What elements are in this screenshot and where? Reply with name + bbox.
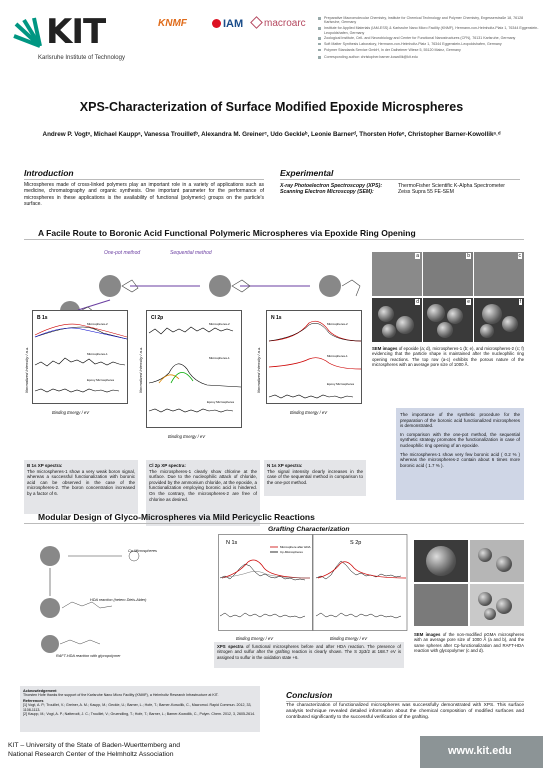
partner-logo-iam: IAM	[212, 18, 243, 30]
curve-label: Microspheres-2	[209, 322, 230, 326]
cp-microspheres-label: Cp-Microspheres	[128, 549, 157, 553]
grafting-s2p-label: S 2p	[350, 540, 362, 546]
intro-heading: Introduction	[24, 168, 74, 178]
plot-b1s	[32, 310, 128, 404]
microsphere-icon	[41, 635, 59, 653]
partner-logo-macroarc: macroarc	[252, 18, 306, 29]
authors-line: Andrew P. Vogtᵃ, Michael Kauppᵃ, Vanessa Trouilletᵇ, Alexandra M. Greinerᶜ, Udo Geckleᵇ, Leonie Barnerᵈ, Thorsten Hofeᵉ, Christopher Barner-Kowollikᵃ˒ᵈ	[42, 131, 501, 138]
plot3-ylabel: Normalized Intensity / a.u.	[256, 346, 261, 394]
sem2-panel-c	[414, 584, 468, 626]
legend-entry: Microsphere after HDA	[280, 545, 311, 549]
route-sequential-label: Sequential method	[170, 250, 212, 256]
microsphere-icon	[40, 598, 60, 618]
intro-text: Microspheres made of cross-linked polymers play an important role in a variety of applications such as medicine, chromatography and organic synthesis. One important parameter for the performance of microspheres in these applications is the availability of functional (polymeric) groups on the particle's surface.	[24, 182, 264, 207]
plot-cl2p	[146, 310, 242, 428]
curve-label: Microspheres-1	[327, 354, 348, 358]
section1-divider	[24, 239, 524, 240]
legend-entry: Cp-Microspheres	[280, 550, 303, 554]
intro-divider	[24, 179, 264, 180]
curve-label: Epoxy Microspheres	[327, 382, 355, 386]
route-one-pot-label: One-pot method	[104, 250, 141, 256]
sem-panel-d: d	[372, 298, 422, 342]
experimental-row: Scanning Electron Microscopy (SEM): Zeiss Supra 55 FE-SEM	[280, 189, 454, 196]
section2-heading: Modular Design of Glyco-Microspheres via Mild Pericyclic Reactions	[38, 512, 315, 522]
kit-logo-wing-icon	[12, 16, 42, 50]
sem2-panel-d	[470, 584, 524, 626]
sem-panel-a: a	[372, 252, 422, 296]
sem-panel-e: e	[423, 298, 473, 342]
conclusion-heading: Conclusion	[286, 690, 333, 700]
experimental-row: X-ray Photoelectron Spectroscopy (XPS): ThermoFisher Scientific K-Alpha Spectrometer	[280, 183, 505, 189]
affiliations-list	[318, 16, 540, 61]
n1s-description: N 1s XP spectra: The signal intensity clearly increases in the case of the sequential method in comparison to the one-pot method.	[264, 460, 366, 496]
reference-item: [1] Vogt, A. P.; Trouillet, V.; Greiner, A. M.; Kaupp, M.; Geckle, U.; Barner, L.; Hofe, T.; Barner-Kowollik, C., Macromol. Rapid Commun. 2012, 33, 1108-1113.	[23, 703, 252, 712]
iam-dot-icon	[212, 19, 221, 28]
kit-logo-subtitle: Karlsruhe Institute of Technology	[38, 55, 125, 61]
reaction-scheme	[30, 256, 365, 316]
experimental-heading: Experimental	[280, 168, 334, 178]
affiliation-item: Preparative Macromolecular Chemistry, Institute for Chemical Technology and Polymer Chemistry, Engesserstraße 18, 76128 Karlsruhe, Germany	[318, 16, 540, 25]
grafting-n1s-label: N 1s	[226, 540, 238, 546]
experimental-rows	[280, 183, 525, 196]
section2-divider	[24, 523, 524, 524]
experimental-divider	[280, 179, 520, 180]
sem2-grid	[414, 540, 524, 628]
curve-label: Epoxy Microspheres	[207, 400, 235, 404]
microsphere-icon	[99, 275, 121, 297]
sem-panel-f: f	[474, 298, 524, 342]
reaction-arrow	[78, 300, 110, 310]
sem-panel-c: c	[474, 252, 524, 296]
b1s-description: B 1s XP spectra: The microspheres-1 show a very weak boron signal, whereas a successful functionalization with boronic acid can be observed in the case of the microspheres-2. The boron concentration increased by a factor of 6.	[24, 460, 138, 514]
microsphere-icon	[319, 275, 341, 297]
kit-logo-word: KIT	[46, 12, 106, 52]
glyco-scheme	[30, 536, 210, 656]
raft-label: RAFT-HDA reaction with glycopolymer	[56, 654, 121, 658]
summary-box: The importance of the synthetic procedure for the preparation of the boronic acid functionalized microspheres is demonstrated. In comparison with the one-pot method, the sequential synthetic strategy promotes the functionalization in case of nucleophilic ring opening of an epoxide. The microspheres-1 show very few boronic acid ( 0.2 % ) whereas the microspheres-2 contain about 6 times more boronic acid ( 1.7 % ).	[396, 408, 524, 500]
macroarc-mark-icon	[250, 16, 263, 29]
poster-title: XPS-Characterization of Surface Modified Epoxide Microspheres	[79, 100, 464, 114]
grafting-xlabel-s2p: Binding Energy / eV	[330, 636, 368, 641]
corresponding-author: Corresponding author: christopher.barner-kowollik@kit.edu	[318, 55, 540, 59]
sem2-panel-a	[414, 540, 468, 582]
curve-label: Epoxy Microspheres	[87, 378, 115, 382]
sem2-caption: SEM images of the non-modified pGMA microspheres with an average pore size of 1000 Å (a and b), and the same spheres after Cp-functionalization and RAFT-HDA reaction with glycopolymer (c and d).	[414, 632, 524, 654]
grafting-heading: Grafting Characterization	[268, 526, 350, 533]
cl2p-description: Cl 2p XP spectra: The microspheres-1 clearly show chlorine at the surface. Due to the nucleophilic attack of chloride, provided by the ammonium chloride, at the epoxide, a functionalization employing boronic acid is hindered. On the contrary, the microspheres-2 are free of chlorine as desired.	[146, 460, 260, 526]
reference-item: [2] Kaupp, M.; Vogt, A. P.; Natterodt, J. C.; Trouillet, V.; Gruendling, T.; Hofe, T.; Barner, L.; Barner-Kowollik, C., Polym. Chem. 2012, 3, 2605-2614.	[23, 711, 256, 716]
sem2-panel-b	[470, 540, 524, 582]
grafting-xps-plot	[218, 534, 408, 636]
plot1-ylabel: Normalized Intensity / a.u.	[24, 346, 29, 394]
curve-label: Microspheres-1	[87, 352, 108, 356]
conclusion-text: The characterization of functionalized microspheres was successfully demonstrated with XPS. This surface analysis technique revealed detailed information about the chemical composition of modified surfaces and contributed significantly to the successful verification of the grafting.	[286, 703, 524, 720]
footer-url[interactable]: www.kit.edu	[448, 745, 512, 757]
plot2-ylabel: Normalized Intensity / a.u.	[138, 346, 143, 394]
acknowledgement-box: Acknowledgement Thorsten Hofe thanks the support of the Karlsruhe Nano Micro Facility (KNMF), a Helmholtz Research Infrastructure at KIT. References [1] Vogt, A. P.; Trouillet, V.; Greiner, A. M.; Kaupp, M.; Geckle, U.; Barner, L.; Hofe, T.; Barner-Kowollik, C., Macromol. Rapid Commun. 2012, 33, 1108-1113. [2] Kaupp, M.; Vogt, A. P.; Natterodt, J. C.; Trouillet, V.; Gruendling, T.; Hofe, T.; Barner, L.; Barner-Kowollik, C., Polym. Chem. 2012, 3, 2605-2614.	[20, 686, 260, 732]
affiliation-item: Institute for Applied Materials (IAM-ESS) & Karlsruhe Nano Micro Facility (KNMF), Hermann-von-Helmholtz-Platz 1, 76344 Eggenstein-Leopoldshafen, Germany	[318, 26, 540, 35]
curve-label: Microspheres-2	[327, 322, 348, 326]
microsphere-icon	[40, 546, 60, 566]
plot-cl2p-label: Cl 2p	[151, 315, 164, 321]
plot1-xlabel: Binding Energy / eV	[52, 410, 90, 415]
curve-label: Microspheres-2	[87, 322, 108, 326]
sem-caption: SEM images of epoxide (a; d), microspheres-1 (b; e), and microspheres-2 (c; f) evidencing that the particle shape is maintained after the nucleophilic ring opening reactions. The top row (a-c) exhibits the porous nature of the microspheres with an average pore size of 1000 Å.	[372, 346, 524, 368]
section1-heading: A Facile Route to Boronic Acid Functional Polymeric Microspheres via Epoxide Ring Opening	[38, 228, 416, 238]
sem-panel-b: b	[423, 252, 473, 296]
curve-label: Microspheres-1	[209, 356, 230, 360]
xps-plots	[24, 310, 364, 460]
partner-logo-knmf: KNMF	[158, 18, 187, 29]
grafting-caption: XPS spectra of functional microspheres before and after HDA reaction. The presence of nitrogen and sulfur after the grafting reaction is clearly shown. The S 2p3/2 at 168.7 eV is assigned to sulfur in the oxidation state +6.	[214, 642, 404, 668]
kit-logo	[8, 8, 148, 68]
sem-image-grid	[372, 252, 524, 344]
footer-text: KIT – University of the State of Baden-Wuerttemberg and National Research Center of the Helmholtz Association	[8, 742, 181, 758]
affiliation-item: Polymer Standards Service GmbH, In der Dalheimer Wiese 5, 55120 Mainz, Germany	[318, 48, 540, 52]
plot-n1s-label: N 1s	[271, 315, 282, 321]
plot-b1s-label: B 1s	[37, 315, 48, 321]
conclusion-divider	[286, 701, 524, 702]
hda-label: HDA reaction (hetero Diels-Alder)	[90, 598, 147, 602]
affiliation-item: Soft Matter Synthesis Laboratory, Hermann-von-Helmholtz-Platz 1, 76344 Eggenstein-Leopoldshafen, Germany	[318, 42, 540, 46]
plot2-xlabel: Binding Energy / eV	[168, 434, 206, 439]
grafting-xlabel-n1s: Binding Energy / eV	[236, 636, 274, 641]
affiliation-item: Zoological Institute, Cell- and Neurobiology and Center for Functional Nanostructures (CFN), 76131 Karlsruhe, Germany	[318, 36, 540, 40]
plot-n1s	[266, 310, 362, 404]
microsphere-icon	[209, 275, 231, 297]
plot3-xlabel: Binding Energy / eV	[290, 410, 328, 415]
